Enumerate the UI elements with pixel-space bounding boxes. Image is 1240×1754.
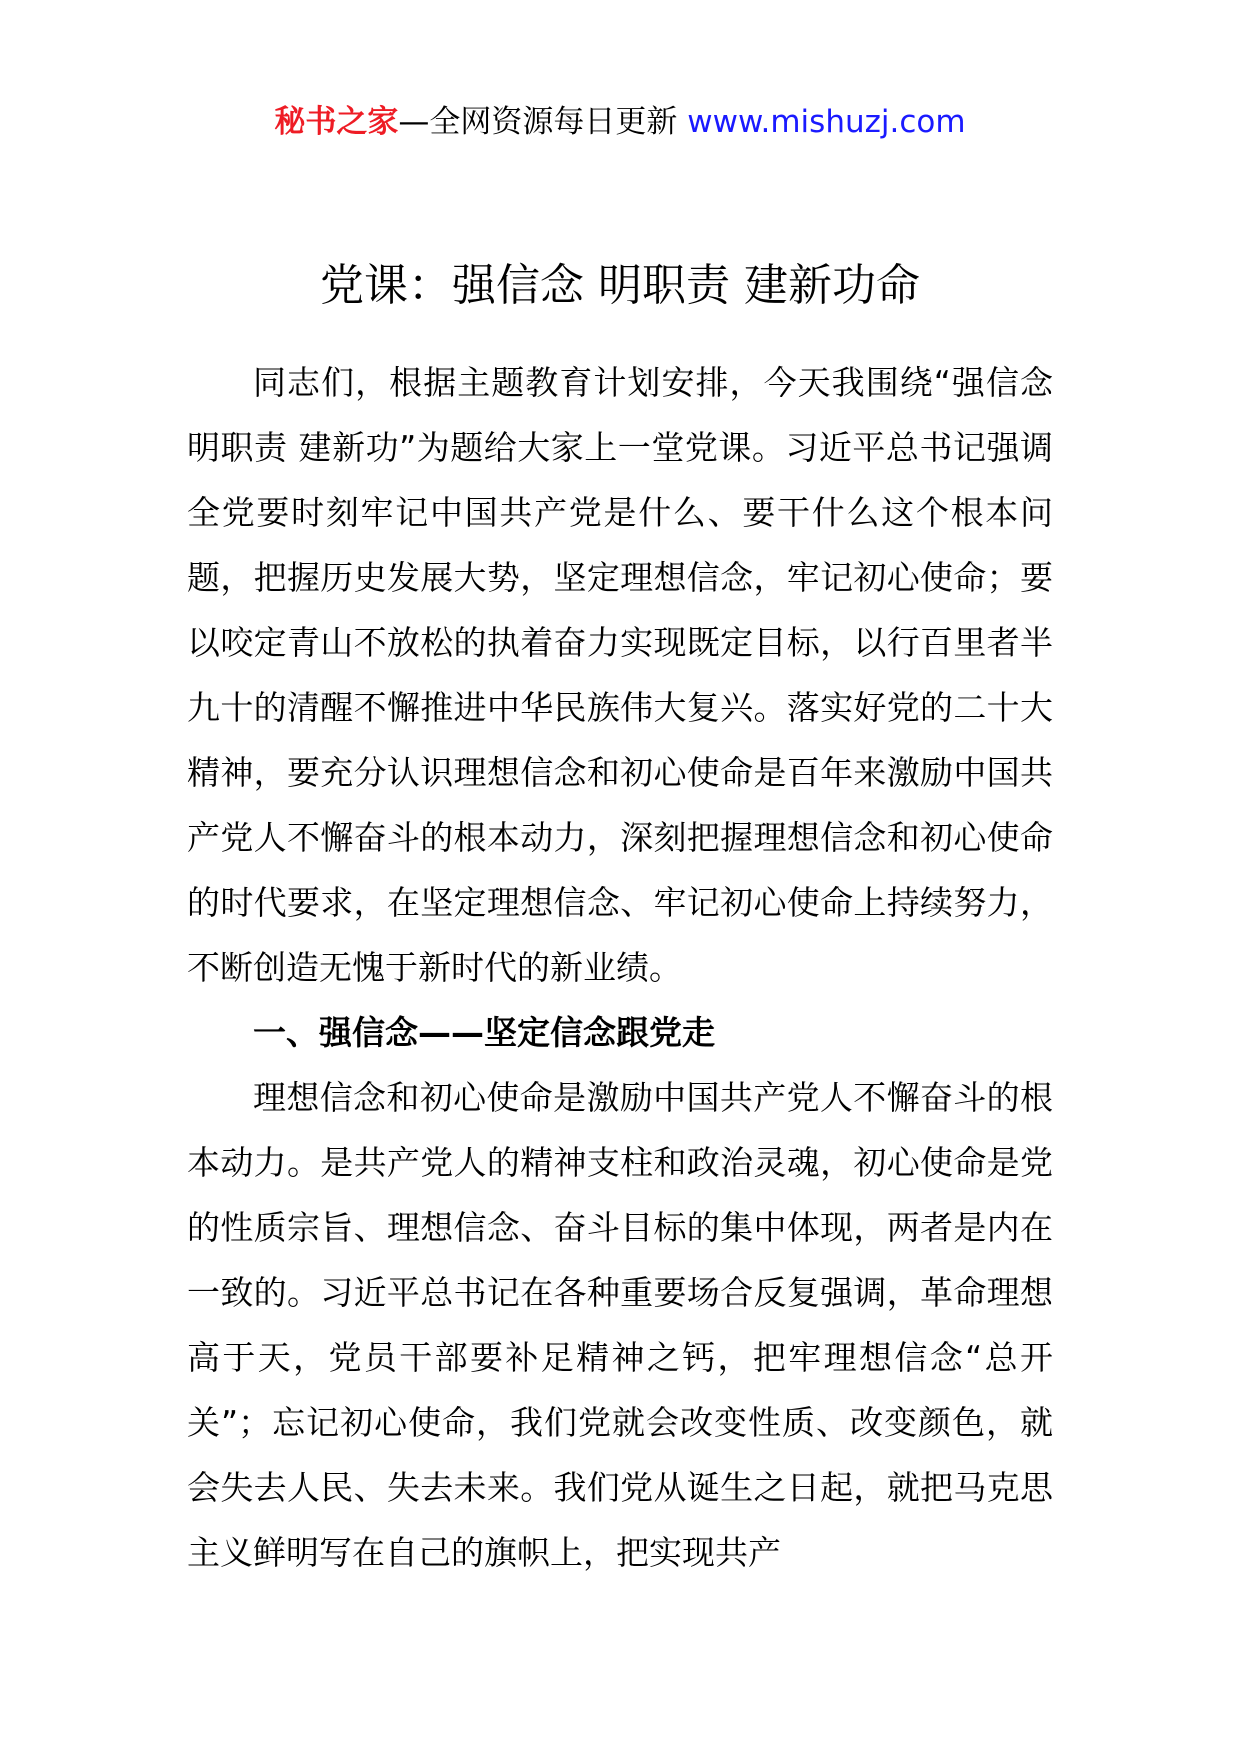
site-url-link[interactable]: www.mishuzj.com — [687, 104, 966, 140]
site-header — [0, 100, 1240, 144]
document-title: 党课：强信念 明职责 建新功命 — [320, 260, 920, 311]
section-heading: 一、强信念——坚定信念跟党走 — [253, 1013, 715, 1052]
site-tagline: —全网资源每日更新 — [398, 104, 688, 140]
section-paragraph: 理想信念和初心使命是激励中国共产党人不懈奋斗的根本动力。是共产党人的精神支柱和政治灵魂，初心使命是党的性质宗旨、理想信念、奋斗目标的集中体现，两者是内在一致的。习近平总书记在各种重要场合反复强调，革命理想高于天，党员干部要补足精神之钙，把牢理想信念“总开关”；忘记初心使命，我们党就会改变性质、改变颜色，就会失去人民、失去未来。我们党从诞生之日起，就把马克思主义鲜明写在自己的旗帜上，把实现共产 — [187, 1078, 1053, 1572]
site-brand: 秘书之家 — [274, 104, 399, 140]
intro-paragraph: 同志们，根据主题教育计划安排，今天我围绕“强信念 明职责 建新功”为题给大家上一堂党课。习近平总书记强调全党要时刻牢记中国共产党是什么、要干什么这个根本问题，把握历史发展大势，坚定理想信念，牢记初心使命；要以咬定青山不放松的执着奋力实现既定目标，以行百里者半九十的清醒不懈推进中华民族伟大复兴。落实好党的二十大精神，要充分认识理想信念和初心使命是百年来激励中国共产党人不懈奋斗的根本动力，深刻把握理想信念和初心使命的时代要求，在坚定理想信念、牢记初心使命上持续努力，不断创造无愧于新时代的新业绩。 — [187, 363, 1053, 987]
document-body — [187, 350, 1053, 1585]
